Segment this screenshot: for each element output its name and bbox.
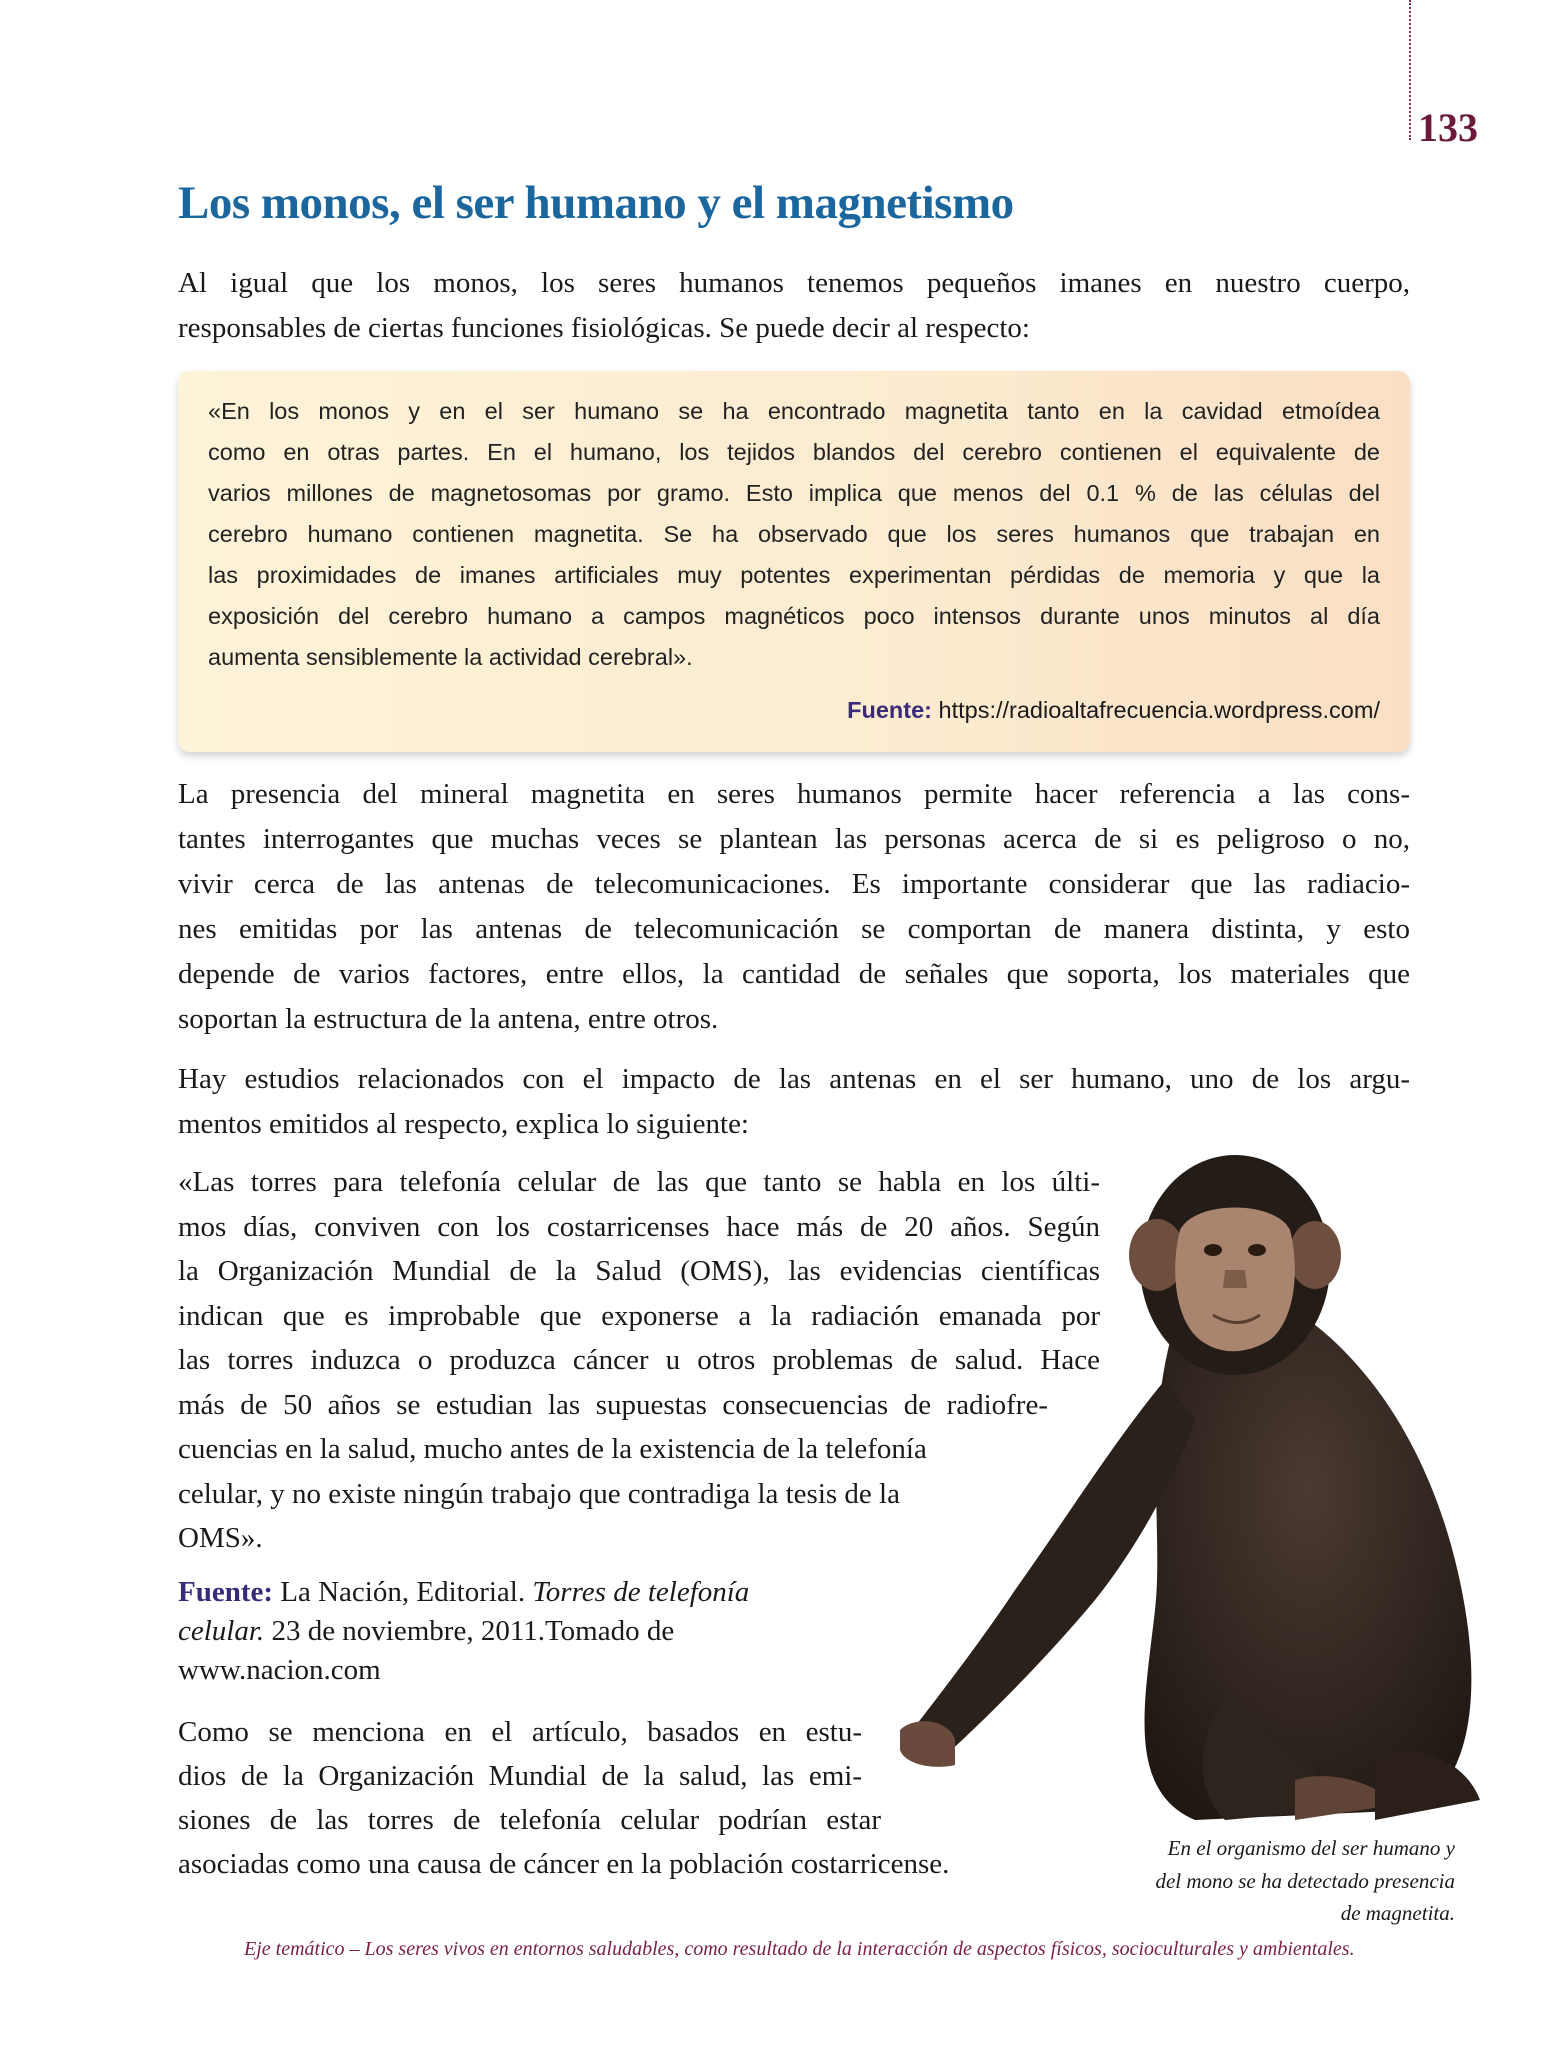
text-line: como en otras partes. En el humano, los tejidos blandos del cerebro contienen el equivalente de — [208, 439, 1380, 465]
news-quote — [178, 1160, 1100, 1561]
paragraph-studies — [178, 1057, 1410, 1147]
text-line: varios millones de magnetosomas por gramo. Esto implica que menos del 0.1 % de las células del — [208, 480, 1380, 506]
text-line: Al igual que los monos, los seres humanos tenemos pequeños imanes en nuestro cuerpo, — [178, 267, 1410, 299]
source-url: https://radioaltafrecuencia.wordpress.com/ — [938, 697, 1380, 723]
source-text: La Nación, Editorial. — [273, 1576, 533, 1608]
image-caption — [1155, 1832, 1455, 1930]
article-title-cont: celular. — [178, 1615, 265, 1647]
text-line: cerebro humano contienen magnetita. Se ha observado que los seres humanos que trabajan en — [208, 521, 1380, 547]
intro-paragraph — [178, 261, 1410, 351]
margin-dotted-divider — [1409, 0, 1411, 140]
footer-thematic-axis: Eje temático – Los seres vivos en entornos saludables, como resultado de la interacción de aspectos físicos, socioculturales y ambientales. — [244, 1938, 1355, 1960]
text-line: Como se menciona en el artículo, basados en estu- — [178, 1716, 862, 1748]
caption-line: de magnetita. — [1340, 1901, 1455, 1925]
article-title: Torres de telefonía — [532, 1576, 750, 1608]
text-line: aumenta sensiblemente la actividad cerebral». — [208, 644, 693, 670]
quote-box-text — [208, 391, 1380, 678]
text-line: cuencias en la salud, mucho antes de la existencia de la telefonía — [178, 1433, 927, 1465]
text-line: soportan la estructura de la antena, entre otros. — [178, 1003, 719, 1035]
text-line: la Organización Mundial de la Salud (OMS), las evidencias científicas — [178, 1255, 1100, 1287]
text-line: Hay estudios relacionados con el impacto de las antenas en el ser humano, uno de los argu- — [178, 1063, 1410, 1095]
text-line: indican que es improbable que exponerse a la radiación emanada por — [178, 1299, 1100, 1332]
news-source — [178, 1573, 749, 1690]
text-line: mos días, conviven con los costarricenses hace más de 20 años. Según — [178, 1210, 1100, 1243]
text-line: La presencia del mineral magnetita en seres humanos permite hacer referencia a las cons- — [178, 778, 1410, 810]
text-line: responsables de ciertas funciones fisiológicas. Se puede decir al respecto: — [178, 312, 1030, 344]
text-line: nes emitidas por las antenas de telecomunicación se comportan de manera distinta, y esto — [178, 913, 1410, 945]
text-line: asociadas como una causa de cáncer en la población costarricense. — [178, 1848, 950, 1880]
text-line: las torres induzca o produzca cáncer u otros problemas de salud. Hace — [178, 1344, 1100, 1376]
page-number: 133 — [1418, 105, 1478, 150]
text-line: «En los monos y en el ser humano se ha encontrado magnetita tanto en la cavidad etmoídea — [208, 398, 1380, 424]
text-line: celular, y no existe ningún trabajo que contradiga la tesis de la — [178, 1477, 900, 1510]
source-website: www.nacion.com — [178, 1654, 381, 1686]
page-title: Los monos, el ser humano y el magnetismo — [178, 177, 1014, 229]
text-line: OMS». — [178, 1522, 263, 1554]
text-line: dios de la Organización Mundial de la salud, las emi- — [178, 1760, 862, 1792]
quote-box-source — [847, 690, 1380, 731]
paragraph-conclusion — [178, 1710, 949, 1886]
text-line: «Las torres para telefonía celular de las que tanto se habla en los últi- — [178, 1166, 1100, 1198]
caption-line: En el organismo del ser humano y — [1167, 1836, 1455, 1860]
text-line: las proximidades de imanes artificiales muy potentes experimentan pérdidas de memoria y que la — [208, 562, 1380, 588]
text-line: mentos emitidos al respecto, explica lo siguiente: — [178, 1108, 749, 1140]
source-label: Fuente: — [178, 1576, 274, 1608]
caption-line: del mono se ha detectado presencia — [1155, 1868, 1455, 1893]
text-line: exposición del cerebro humano a campos magnéticos poco intensos durante unos minutos al día — [208, 603, 1380, 629]
text-line: siones de las torres de telefonía celular podrían estar — [178, 1804, 881, 1836]
text-line: tantes interrogantes que muchas veces se plantean las personas acerca de si es peligroso o no, — [178, 823, 1410, 855]
text-line: más de 50 años se estudian las supuestas consecuencias de radiofre- — [178, 1388, 1048, 1421]
source-date: 23 de noviembre, 2011.Tomado de — [264, 1615, 675, 1647]
text-line: depende de varios factores, entre ellos, la cantidad de señales que soporta, los materiales que — [178, 958, 1410, 990]
text-line: vivir cerca de las antenas de telecomunicaciones. Es importante considerar que las radiacio- — [178, 868, 1410, 900]
paragraph-antennas — [178, 772, 1410, 1042]
source-label: Fuente: — [847, 697, 932, 723]
